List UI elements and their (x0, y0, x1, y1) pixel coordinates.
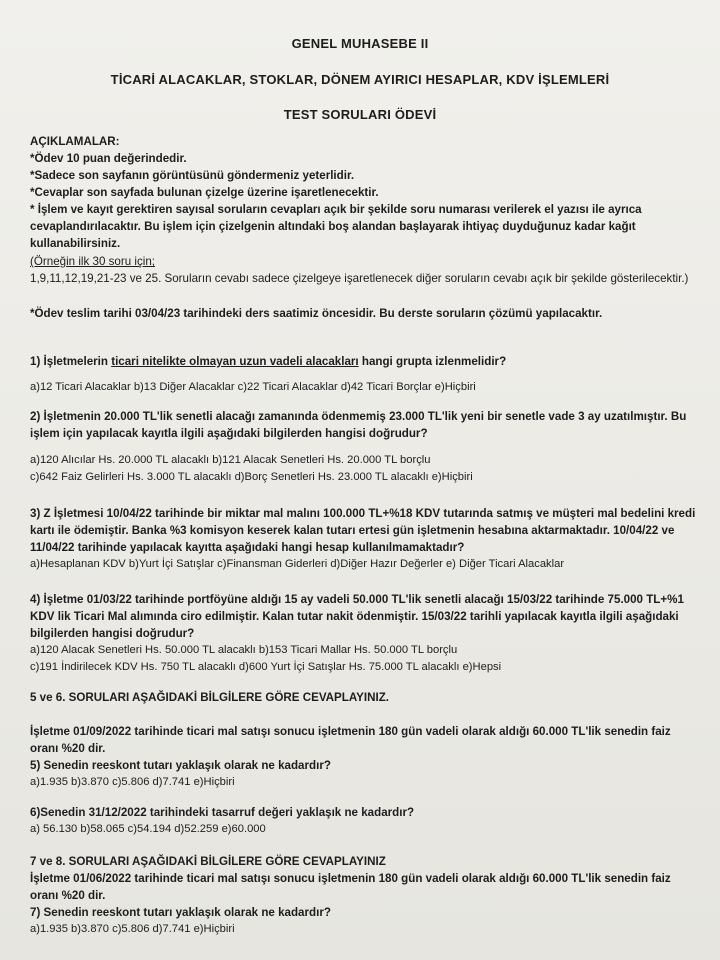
question-4-options-line-1: a)120 Alacak Senetleri Hs. 50.000 TL alacaklı b)153 Ticari Mallar Hs. 50.000 TL borçlu (30, 644, 458, 656)
instruction-item: *Sadece son sayfanın görüntüsünü göndermeniz yeterlidir. (30, 169, 355, 182)
question-1-underlined: ticari nitelikte olmayan uzun vadeli alacakları (111, 355, 359, 368)
instructions-heading: AÇIKLAMALAR: (30, 135, 120, 148)
question-3-text: 3) Z İşletmesi 10/04/22 tarihinde bir miktar mal malını 100.000 TL+%18 KDV tutarında satmış ve müşteri mal bedelini kredi kartı ile ödemiştir. Banka %3 komisyon keserek kalan tutarı ertesi gün işletmenin hesabına aktarmaktadır. 10/04/22 ve 11/04/22 tarihinde yapılacak kayıtta aşağıdaki hangi hesap kullanılmamaktadır? (30, 507, 696, 554)
course-title: GENEL MUHASEBE II (291, 36, 429, 51)
question-2-text: 2) İşletmenin 20.000 TL'lik senetli alacağı zamanında ödenmemiş 23.000 TL'lik yeni bir senetle vade 3 ay uzatılmıştır. Bu işlem için yapılacak kayıtla ilgili aşağıdaki bilgilerden hangisi doğrudur? (30, 410, 687, 440)
section-7-8-heading: 7 ve 8. SORULARI AŞAĞIDAKİ BİLGİLERE GÖRE CEVAPLAYINIZ (30, 855, 386, 868)
question-2-options-line-1: a)120 Alıcılar Hs. 20.000 TL alacaklı b)121 Alacak Senetleri Hs. 20.000 TL borçlu (30, 454, 431, 466)
question-2 (30, 408, 702, 486)
question-1 (30, 353, 702, 396)
question-4-text: 4) İşletme 01/03/22 tarihinde portföyüne aldığı 15 ay vadeli 50.000 TL'lik senetli alacağı 15/03/22 tarihinde 75.000 TL+%1 KDV lik Ticari Mal alımında ciro edilmiştir. Kalan tutar nakit ödenmiştir. 15/03/22 tarihli yapılacak kayıtla ilgili aşağıdaki bilgilerden hangisi doğrudur? (30, 593, 684, 640)
section-7-8-info: İşletme 01/06/2022 tarihinde ticari mal satışı sonucu işletmenin 180 gün vadeli olarak aldığı 60.000 TL'lik senedin faiz oranı %20 dir. (30, 872, 671, 902)
question-5-options: a)1.935 b)3.870 c)5.806 d)7.741 e)Hiçbiri (30, 776, 235, 788)
question-4 (30, 591, 702, 676)
example-text: 1,9,11,12,19,21-23 ve 25. Soruların cevabı sadece çizelgeye işaretlenecek diğer soruların cevabı açık bir şekilde gösterilecektir.) (30, 272, 689, 285)
question-7-options: a)1.935 b)3.870 c)5.806 d)7.741 e)Hiçbiri (30, 923, 235, 935)
question-1-options: a)12 Ticari Alacaklar b)13 Diğer Alacaklar c)22 Ticari Alacaklar d)42 Ticari Borçlar e)Hiçbiri (30, 381, 476, 393)
question-6-options: a) 56.130 b)58.065 c)54.194 d)52.259 e)60.000 (30, 823, 266, 835)
section-5-6-info: İşletme 01/09/2022 tarihinde ticari mal satışı sonucu işletmenin 180 gün vadeli olarak aldığı 60.000 TL'lik senedin faiz oranı %20 dir. (30, 725, 671, 755)
instruction-item: * İşlem ve kayıt gerektiren sayısal soruların cevapları açık bir şekilde soru numarası verilerek el yazısı ile ayrıca cevaplandırılacaktır. Bu işlem için çizelgenin altındaki boş alandan başlayarak ihtiyaç duyduğunuz kadar kağıt kullanabilirsiniz. (30, 203, 642, 250)
example-label: (Örneğin ilk 30 soru için; (30, 255, 156, 268)
question-7-text: 7) Senedin reeskont tutarı yaklaşık olarak ne kadardır? (30, 906, 331, 919)
instructions-block (30, 133, 702, 252)
question-1-text: 1) İşletmelerin ticari nitelikte olmayan uzun vadeli alacakları hangi grupta izlenmelidir? (30, 355, 507, 368)
section-5-6-info-block (30, 723, 702, 791)
topics-title: TİCARİ ALACAKLAR, STOKLAR, DÖNEM AYIRICI HESAPLAR, KDV İŞLEMLERİ (110, 72, 610, 87)
question-3-options: a)Hesaplanan KDV b)Yurt İçi Satışlar c)Finansman Giderleri d)Diğer Hazır Değerler e) Diğer Ticari Alacaklar (30, 558, 565, 570)
question-3 (30, 505, 702, 573)
question-4-options-line-2: c)191 İndirilecek KDV Hs. 750 TL alacaklı d)600 Yurt İçi Satışlar Hs. 75.000 TL alacaklı e)Hepsi (30, 661, 502, 673)
deadline-note: *Ödev teslim tarihi 03/04/23 tarihindeki ders saatimiz öncesidir. Bu derste soruların çözümü yapılacaktır. (30, 307, 603, 320)
question-2-options-line-2: c)642 Faiz Gelirleri Hs. 3.000 TL alacaklı d)Borç Senetleri Hs. 23.000 TL alacaklı e)Hiçbiri (30, 471, 473, 483)
instruction-item: *Cevaplar son sayfada bulunan çizelge üzerine işaretlenecektir. (30, 186, 379, 199)
section-7-8-block (30, 853, 702, 938)
question-6 (30, 804, 702, 838)
question-6-text: 6)Senedin 31/12/2022 tarihindeki tasarruf değeri yaklaşık ne kadardır? (30, 806, 415, 819)
example-block (30, 253, 702, 287)
assignment-title: TEST SORULARI ÖDEVİ (283, 107, 437, 122)
section-5-6-heading: 5 ve 6. SORULARI AŞAĞIDAKİ BİLGİLERE GÖRE CEVAPLAYINIZ. (30, 691, 390, 704)
question-5-text: 5) Senedin reeskont tutarı yaklaşık olarak ne kadardır? (30, 759, 331, 772)
instruction-item: *Ödev 10 puan değerindedir. (30, 152, 187, 165)
